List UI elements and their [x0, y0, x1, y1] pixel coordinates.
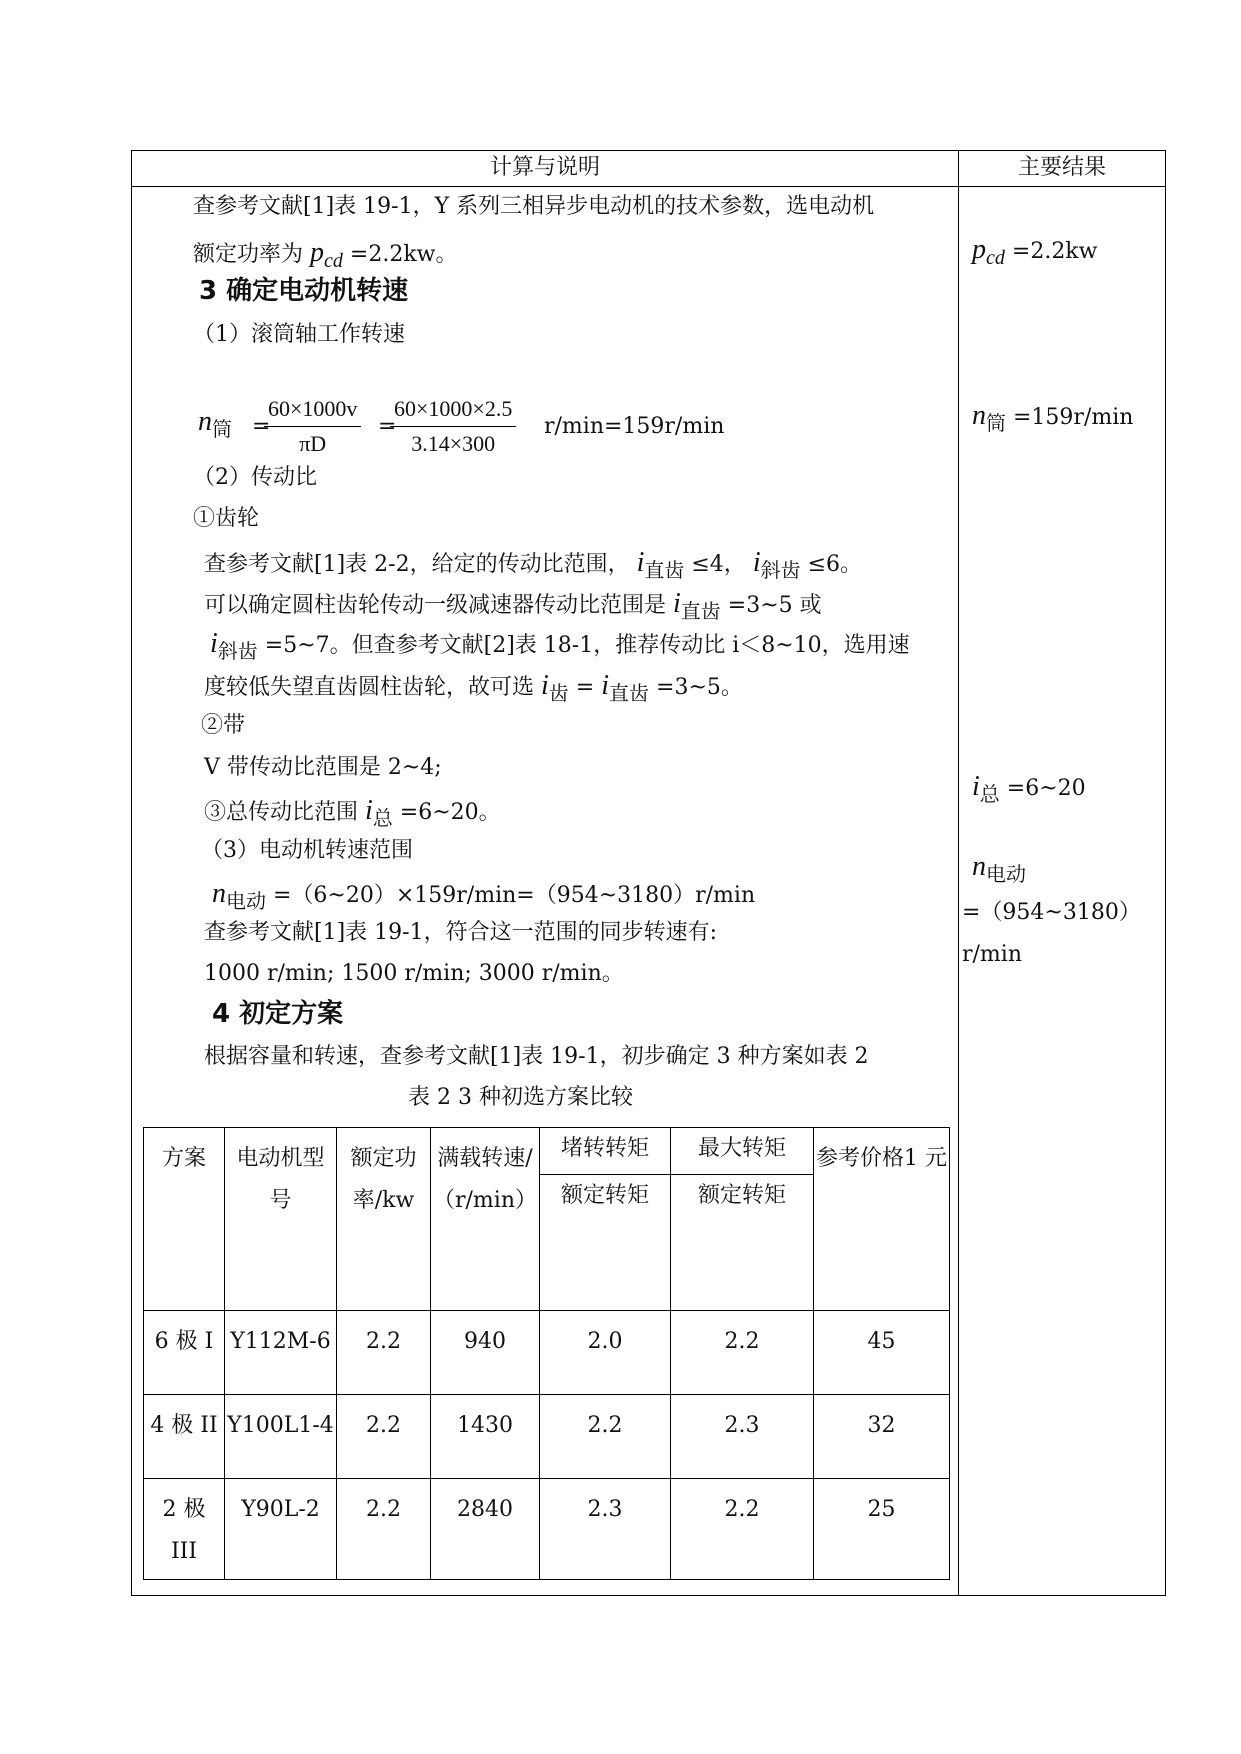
- cell-power: 2.2: [337, 1395, 431, 1479]
- section-heading: 3 确定电动机转速: [199, 276, 409, 306]
- table-row: [144, 1311, 950, 1395]
- cell-scheme: 6 极 I: [144, 1311, 225, 1395]
- cell-power: 2.2: [337, 1479, 431, 1580]
- result-motor-speed: n电动: [972, 851, 1026, 886]
- cell-model: Y112M-6: [225, 1311, 337, 1395]
- cell-price: 45: [814, 1311, 950, 1395]
- header-price: 参考价格1 元: [814, 1128, 950, 1311]
- header-calculation: 计算与说明: [489, 155, 600, 180]
- cell-model: Y90L-2: [225, 1479, 337, 1580]
- text-line: 1000 r/min; 1500 r/min; 3000 r/min。: [204, 961, 624, 986]
- formula-result: r/min=159r/min: [544, 414, 725, 439]
- cell-power: 2.2: [337, 1311, 431, 1395]
- cell-scheme: 4 极 II: [144, 1395, 225, 1479]
- text-line: 可以确定圆柱齿轮传动一级减速器传动比范围是 i直齿 =3~5 或: [204, 588, 822, 623]
- cell-speed: 2840: [431, 1479, 540, 1580]
- cell-max: 2.2: [671, 1479, 814, 1580]
- result-total-ratio: i总 =6~20: [972, 771, 1086, 806]
- header-model: 电动机型号: [225, 1128, 337, 1311]
- text-line: n电动 =（6~20）×159r/min=（954~3180）r/min: [212, 878, 756, 913]
- text-line: 度较低失望直齿圆柱齿轮，故可选 i齿 = i直齿 =3~5。: [204, 670, 743, 705]
- cell-max: 2.2: [671, 1311, 814, 1395]
- text-line: ①齿轮: [193, 506, 260, 531]
- header-results: 主要结果: [1017, 155, 1106, 180]
- formula-eq: =: [378, 414, 397, 439]
- result-drum-speed: n筒 =159r/min: [972, 400, 1134, 435]
- result-power: pcd =2.2kw: [972, 234, 1098, 269]
- cell-price: 25: [814, 1479, 950, 1580]
- comparison-table: [143, 1127, 950, 1580]
- cell-scheme: 2 极 III: [144, 1479, 225, 1580]
- formula-fraction: $\frac{60\times 1000\times 2.5}{3.14\times 300}$: [390, 396, 516, 457]
- header-rated-torque: 额定转矩: [671, 1174, 814, 1310]
- header-stall-torque: 堵转转矩: [540, 1128, 671, 1175]
- result-motor-speed-range: =（954~3180）: [962, 900, 1141, 925]
- cell-stall: 2.0: [540, 1311, 671, 1395]
- text-line: ②带: [201, 713, 246, 738]
- table-row: [144, 1395, 950, 1479]
- section-heading: 4 初定方案: [212, 999, 344, 1029]
- table-caption: 表 2 3 种初选方案比较: [408, 1085, 633, 1110]
- result-motor-speed-unit: r/min: [962, 942, 1022, 967]
- subsection-title: （2）传动比: [193, 465, 317, 490]
- formula-fraction: $\frac{60\times 1000v}{\pi D}$: [264, 396, 361, 457]
- text-line: V 带传动比范围是 2~4;: [204, 755, 442, 780]
- table-row: [144, 1479, 950, 1580]
- text-line: 根据容量和转速，查参考文献[1]表 19-1，初步确定 3 种方案如表 2: [204, 1044, 869, 1069]
- subsection-title: （1）滚筒轴工作转速: [193, 322, 405, 347]
- cell-model: Y100L1-4: [225, 1395, 337, 1479]
- cell-stall: 2.2: [540, 1395, 671, 1479]
- header-rated-torque: 额定转矩: [540, 1174, 671, 1310]
- header-power: 额定功率/kw: [337, 1128, 431, 1311]
- cell-speed: 1430: [431, 1395, 540, 1479]
- text-line: 查参考文献[1]表 19-1，符合这一范围的同步转速有:: [204, 920, 717, 945]
- text-line: 查参考文献[1]表 19-1，Y 系列三相异步电动机的技术参数，选电动机: [193, 194, 875, 219]
- column-divider: [958, 151, 959, 1595]
- formula-eq: =: [252, 414, 271, 439]
- cell-stall: 2.3: [540, 1479, 671, 1580]
- text-line: ③总传动比范围 i总 =6~20。: [204, 795, 501, 830]
- header-scheme: 方案: [144, 1128, 225, 1311]
- cell-speed: 940: [431, 1311, 540, 1395]
- header-speed: 满载转速/（r/min）: [431, 1128, 540, 1311]
- cell-price: 32: [814, 1395, 950, 1479]
- text-line: 额定功率为 pcd =2.2kw。: [193, 237, 458, 272]
- header-max-torque: 最大转矩: [671, 1128, 814, 1175]
- cell-max: 2.3: [671, 1395, 814, 1479]
- text-line: i斜齿 =5~7。但查参考文献[2]表 18-1，推荐传动比 i＜8~10，选用速: [210, 628, 910, 663]
- text-line: 查参考文献[1]表 2-2，给定的传动比范围， i直齿 ≤4， i斜齿 ≤6。: [204, 547, 863, 582]
- subsection-title: （3）电动机转速范围: [201, 838, 413, 863]
- formula-lhs: n筒: [198, 406, 232, 441]
